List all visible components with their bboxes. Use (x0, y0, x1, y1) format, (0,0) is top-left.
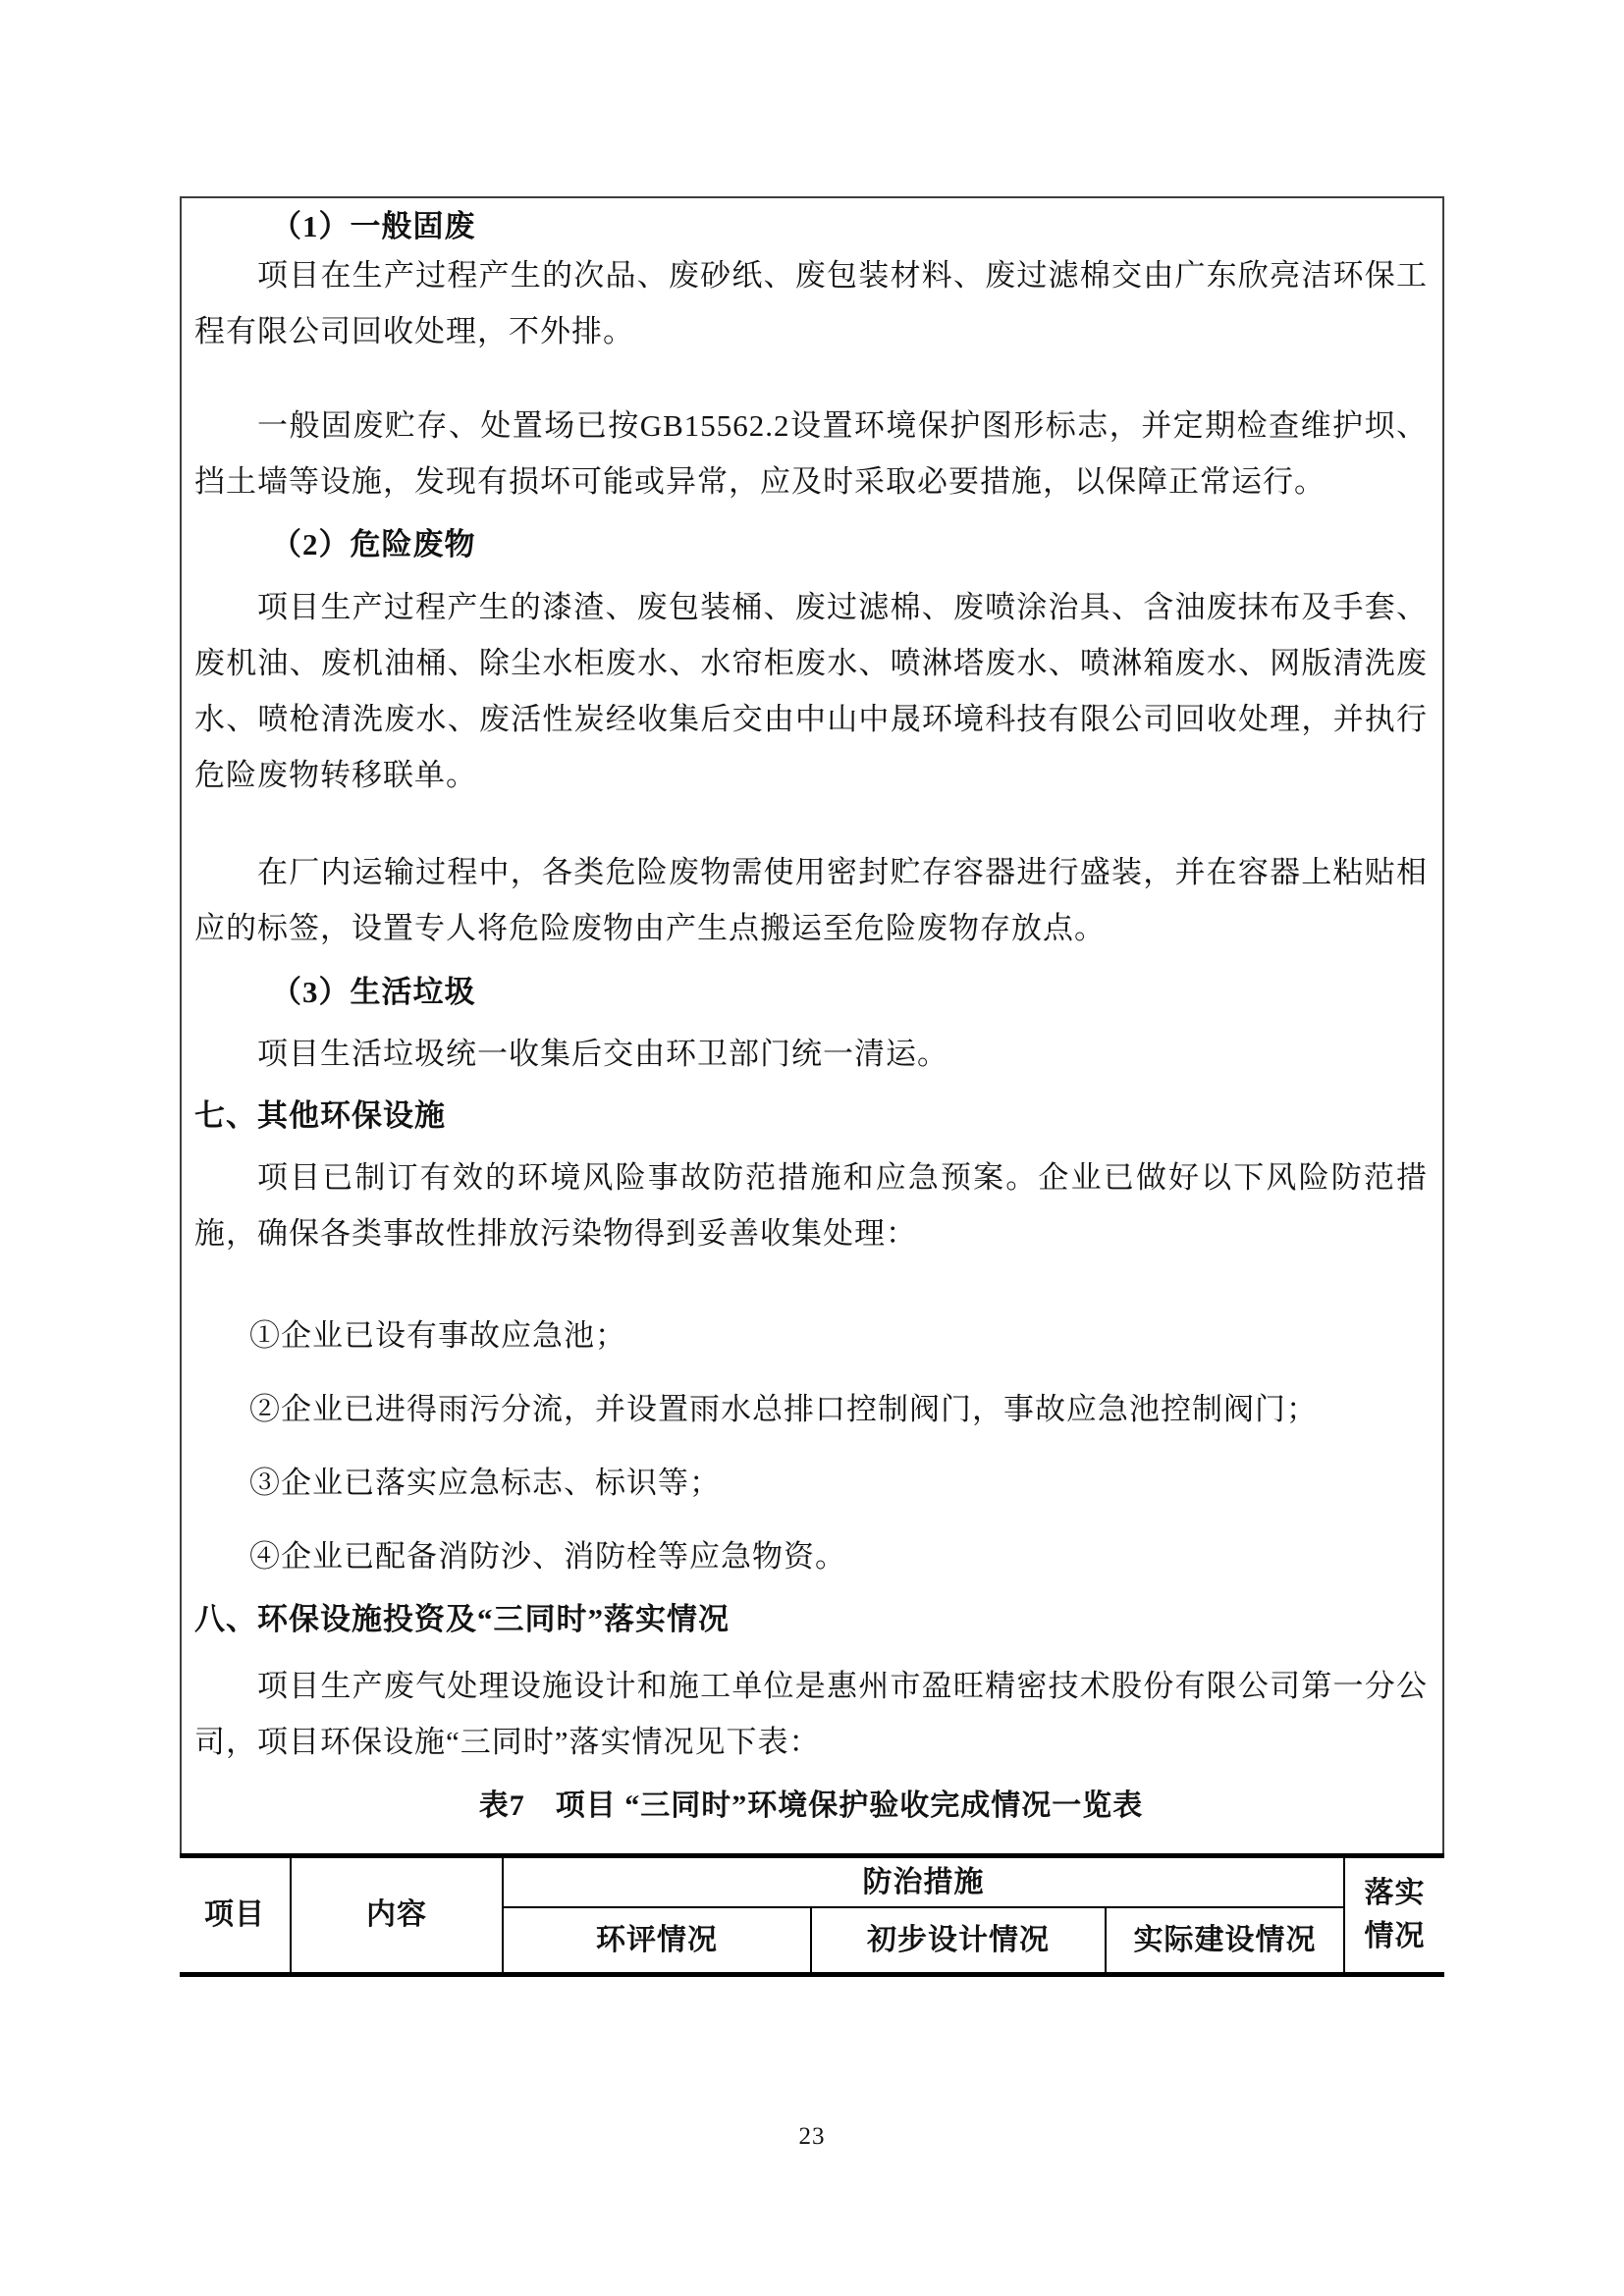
table-header-prevention-measures: 防治措施 (504, 1858, 1345, 1908)
heading-hazardous-waste: （2）危险废物 (271, 527, 476, 561)
page-number: 23 (798, 2123, 826, 2150)
heading-section-8-investment: 八、环保设施投资及“三同时”落实情况 (194, 1602, 730, 1636)
table-7-caption: 表7 项目 “三同时”环境保护验收完成情况一览表 (478, 1789, 1144, 1822)
paragraph-section-8: 项目生产废气处理设施设计和施工单位是惠州市盈旺精密技术股份有限公司第一分公司，项目环保设施“三同时”落实情况见下表： (194, 1669, 1428, 1759)
table-header-implementation-status: 落实情况 (1364, 1877, 1426, 1952)
table-header-project: 项目 (180, 1858, 292, 1972)
list-item-emergency-signs: ③企业已落实应急标志、标识等； (249, 1466, 721, 1500)
document-border-box (180, 196, 1444, 1977)
list-item-fire-supplies: ④企业已配备消防沙、消防栓等应急物资。 (249, 1539, 846, 1574)
table-header-actual-construction-status: 实际建设情况 (1107, 1908, 1345, 1972)
heading-section-7-other-facilities: 七、其他环保设施 (194, 1098, 446, 1133)
paragraph-domestic-garbage: 项目生活垃圾统一收集后交由环卫部门统一清运。 (257, 1037, 948, 1071)
table-header-content: 内容 (292, 1858, 504, 1972)
paragraph-hazardous-waste-2: 在厂内运输过程中，各类危险废物需使用密封贮存容器进行盛装，并在容器上粘贴相应的标签，设置专人将危险废物由产生点搬运至危险废物存放点。 (194, 855, 1428, 945)
list-item-rain-sewage-diversion: ②企业已进得雨污分流，并设置雨水总排口控制阀门，事故应急池控制阀门； (249, 1392, 1318, 1426)
list-item-emergency-pool: ①企业已设有事故应急池； (249, 1318, 626, 1353)
paragraph-hazardous-waste-1: 项目生产过程产生的漆渣、废包装桶、废过滤棉、废喷涂治具、含油废抹布及手套、废机油、废机油桶、除尘水柜废水、水帘柜废水、喷淋塔废水、喷淋箱废水、网版清洗废水、喷枪清洗废水、废活性炭经收集后交由中山中晟环境科技有限公司回收处理，并执行危险废物转移联单。 (194, 590, 1428, 792)
table-header-preliminary-design-status: 初步设计情况 (812, 1908, 1107, 1972)
paragraph-section-7: 项目已制订有效的环境风险事故防范措施和应急预案。企业已做好以下风险防范措施，确保各类事故性排放污染物得到妥善收集处理： (194, 1160, 1428, 1251)
table-header-eia-status: 环评情况 (504, 1908, 812, 1972)
paragraph-general-waste-1: 项目在生产过程产生的次品、废砂纸、废包装材料、废过滤棉交由广东欣亮洁环保工程有限公司回收处理，不外排。 (194, 258, 1428, 348)
table-7-header (180, 1853, 1444, 1977)
paragraph-general-waste-2: 一般固废贮存、处置场已按GB15562.2设置环境保护图形标志，并定期检查维护坝、挡土墙等设施，发现有损坏可能或异常，应及时采取必要措施，以保障正常运行。 (194, 408, 1428, 499)
heading-general-solid-waste: （1）一般固废 (271, 209, 476, 243)
heading-domestic-garbage: （3）生活垃圾 (271, 975, 476, 1009)
